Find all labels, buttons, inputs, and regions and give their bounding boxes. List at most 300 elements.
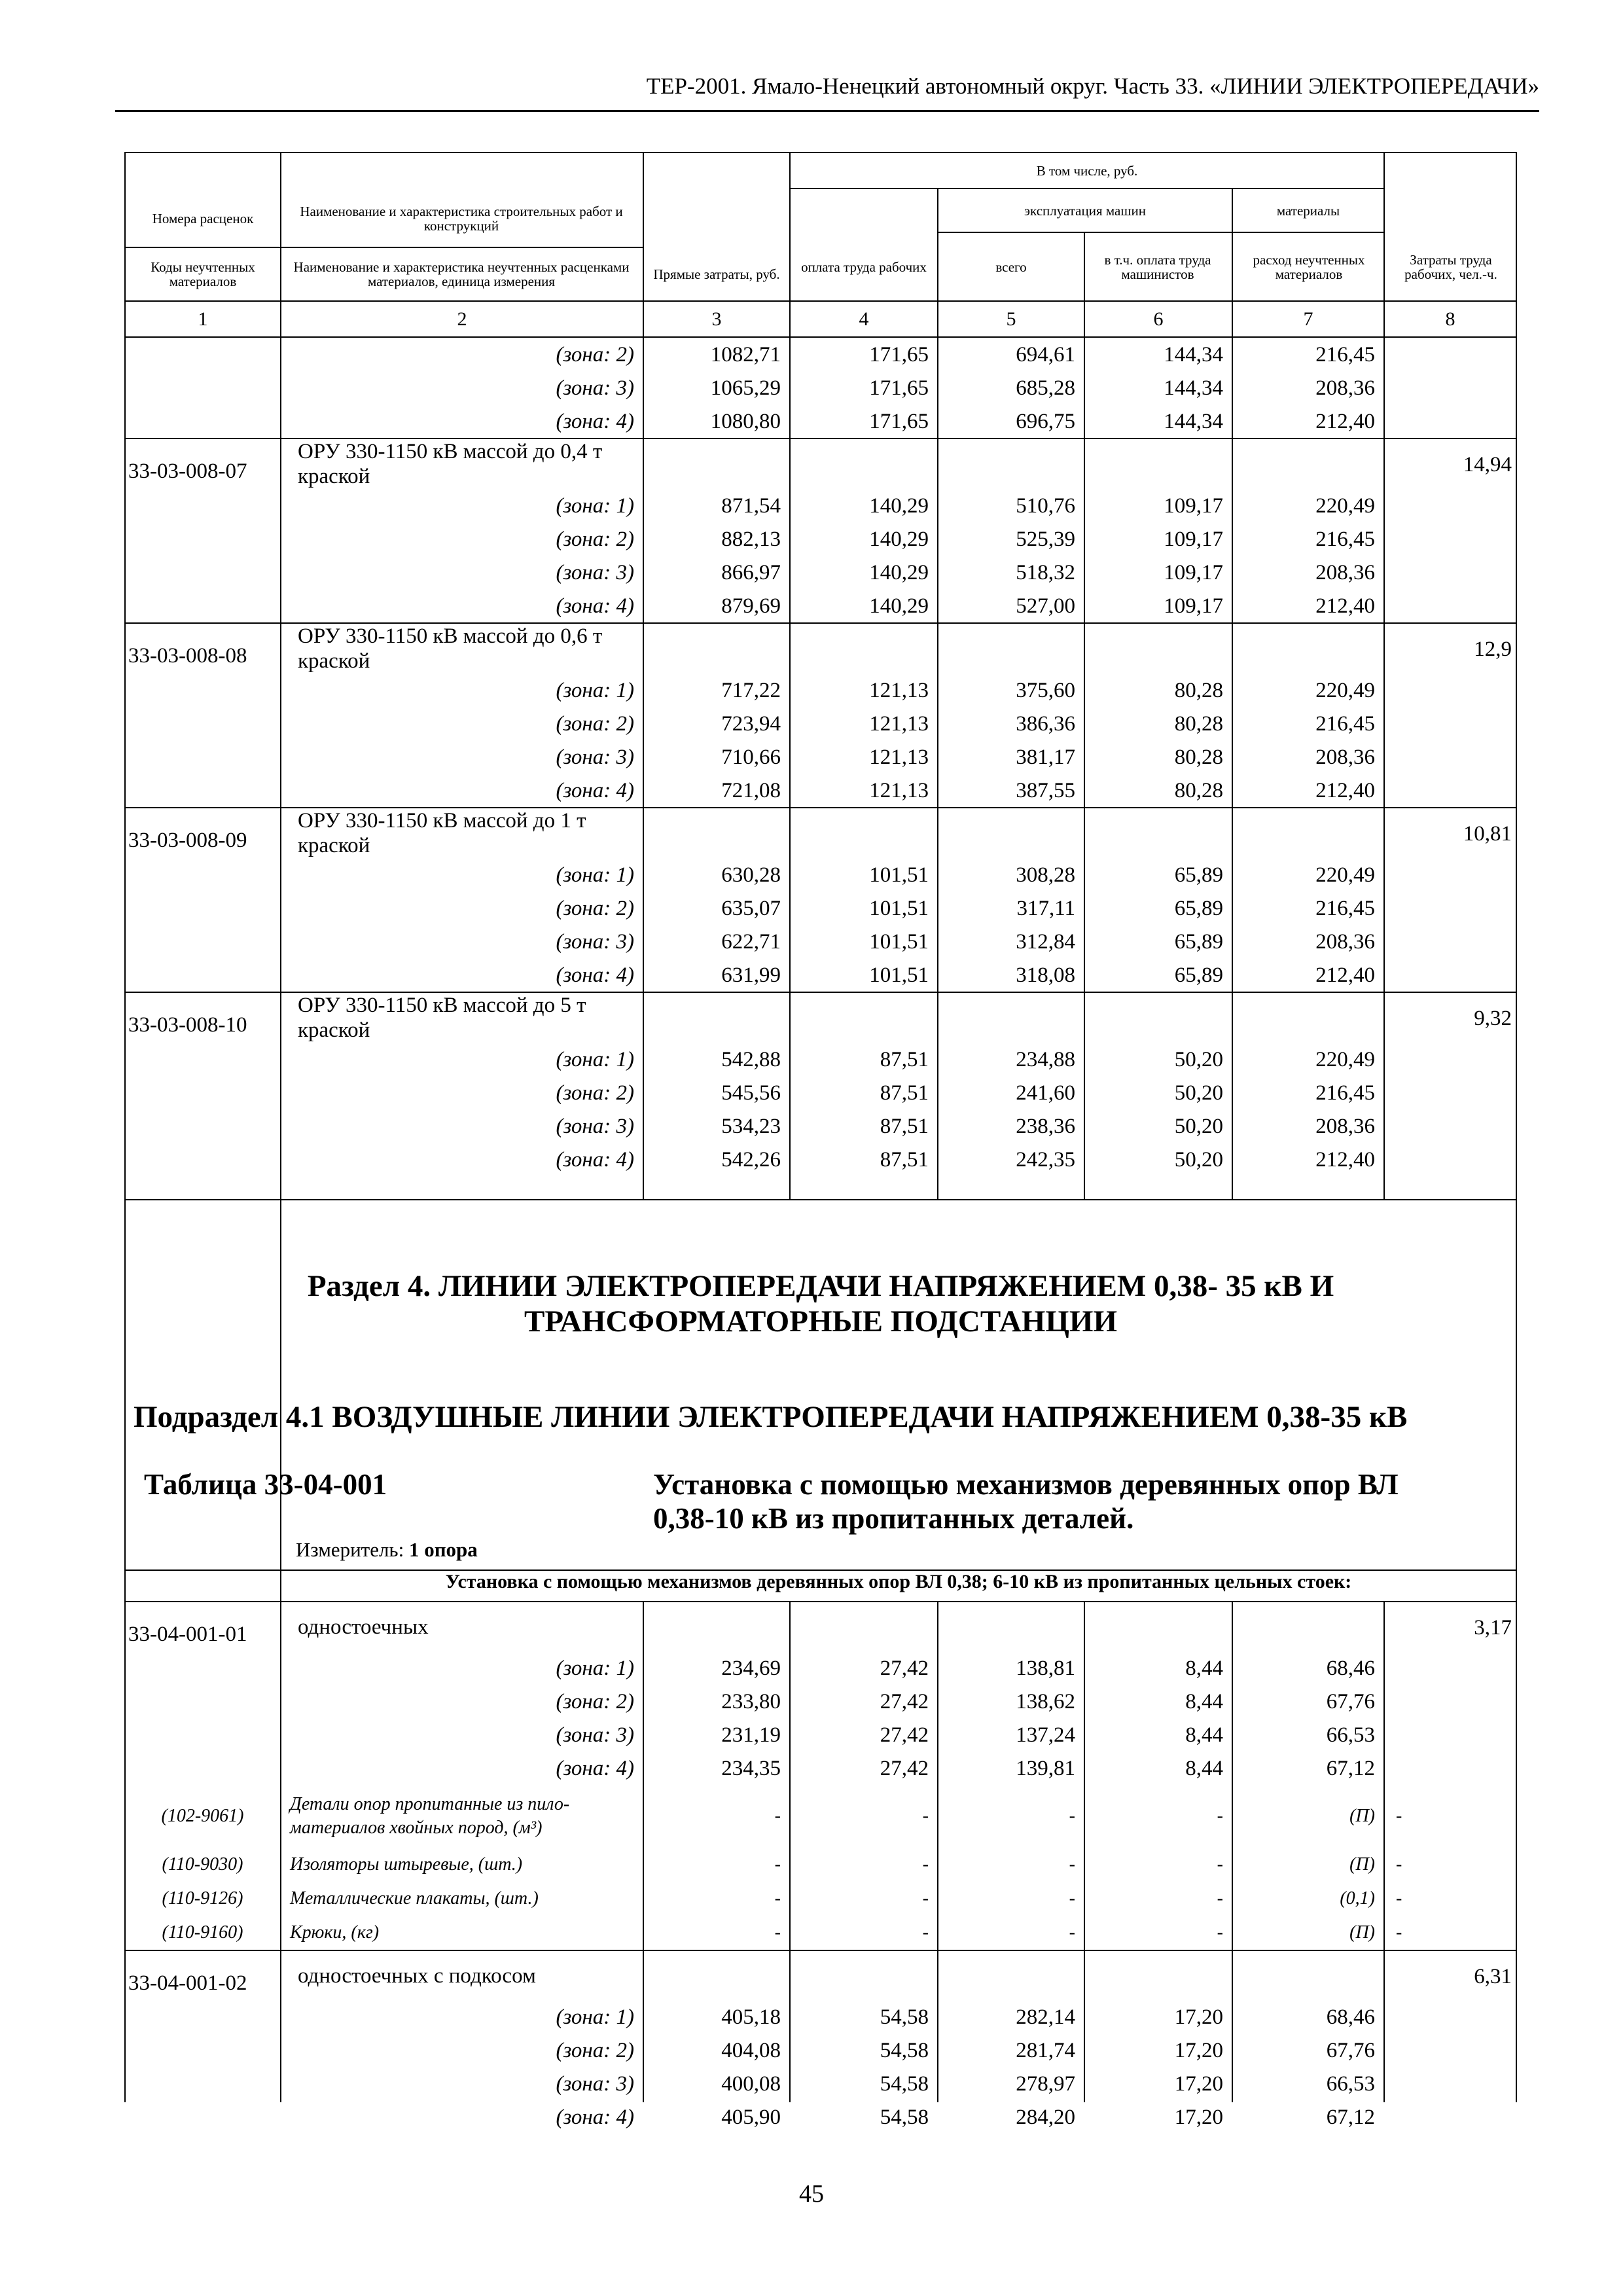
direct-costs: 631,99: [643, 958, 790, 992]
machines-total: -: [1069, 1888, 1075, 1909]
zone-row: [124, 1043, 1517, 1076]
machines-total: [938, 992, 1084, 1043]
item-row: [124, 992, 1517, 1043]
rate-name: Металлические плакаты, (шт.): [290, 1888, 539, 1909]
labor-pay: [790, 623, 938, 673]
labor-pay: 54,58: [880, 2072, 929, 2096]
machinist-pay: 109,17: [1164, 527, 1223, 551]
labor-hours: [1384, 1043, 1517, 1076]
machinist-pay: 17,20: [1174, 2072, 1223, 2096]
upper-rows: [124, 338, 1517, 1176]
materials: 216,45: [1315, 1081, 1375, 1105]
col-number: 7: [1303, 308, 1313, 330]
labor-pay: 87,51: [880, 1081, 929, 1105]
lower-rows-table: [124, 1602, 1517, 2134]
rate-code: [124, 1143, 281, 1176]
rate-code: (102-9061): [161, 1806, 244, 1826]
rate-name: одностоечных: [298, 1615, 429, 1639]
rate-name: (зона: 2): [556, 2038, 634, 2062]
lower-rows: [124, 1602, 1517, 2134]
machines-total: 317,11: [1016, 896, 1075, 920]
rate-code: [124, 2034, 281, 2067]
rate-code: (110-9030): [162, 1854, 243, 1874]
labor-hours: [1384, 589, 1517, 623]
machines-total: [938, 1950, 1084, 2000]
labor-hours: [1384, 556, 1517, 589]
direct-costs: 721,08: [643, 774, 790, 808]
col-header-direct-costs: Прямые затраты, руб.: [653, 266, 780, 282]
zone-row: [124, 925, 1517, 958]
price-table: [124, 152, 1517, 2129]
machines-total: 696,75: [938, 404, 1084, 439]
col-header-machines: эксплуатация машин: [1024, 202, 1146, 219]
machines-total: 234,88: [1016, 1047, 1075, 1071]
labor-pay: 140,29: [869, 493, 929, 518]
machinist-pay: [1084, 992, 1232, 1043]
machinist-pay: [1084, 808, 1232, 858]
zone-row: [124, 673, 1517, 707]
machinist-pay: 50,20: [1174, 1047, 1223, 1071]
labor-pay: 54,58: [880, 2105, 929, 2129]
machines-total: 308,28: [1016, 863, 1075, 887]
labor-hours: [1384, 371, 1517, 404]
machines-total: 242,35: [1016, 1147, 1075, 1172]
direct-costs: -: [643, 1916, 790, 1950]
zone-row: [124, 489, 1517, 522]
materials: 220,49: [1315, 863, 1375, 887]
rate-code: [124, 925, 281, 958]
direct-costs: [643, 623, 790, 673]
material-row: [124, 1882, 1517, 1916]
labor-pay: [790, 808, 938, 858]
zone-row: [124, 404, 1517, 439]
rate-code: [124, 1651, 281, 1685]
machinist-pay: 144,34: [1164, 342, 1223, 367]
rate-code: [124, 589, 281, 623]
rate-name: (зона: 2): [556, 1081, 634, 1105]
labor-hours: -: [1396, 1806, 1402, 1826]
item-row: [124, 439, 1517, 489]
col-number: 5: [1006, 308, 1016, 330]
rate-name: (зона: 1): [556, 493, 634, 518]
labor-hours: 10,81: [1463, 822, 1512, 846]
machinist-pay: [1084, 1950, 1232, 2000]
zone-row: [124, 556, 1517, 589]
material-row: [124, 1916, 1517, 1950]
materials: 212,40: [1232, 404, 1384, 439]
materials: 216,45: [1315, 896, 1375, 920]
labor-hours: [1384, 891, 1517, 925]
rate-code: [124, 371, 281, 404]
labor-pay: 101,51: [869, 929, 929, 954]
rate-name: ОРУ 330-1150 кВ массой до 1 т краской: [298, 809, 586, 857]
labor-pay: [790, 439, 938, 489]
machines-total: 281,74: [1016, 2038, 1075, 2062]
col-header-group: В том числе, руб.: [1036, 162, 1138, 179]
machines-total: 510,76: [1016, 493, 1075, 518]
machinist-pay: 109,17: [1164, 560, 1223, 584]
rate-code: (110-9126): [162, 1888, 243, 1909]
col-number: 1: [198, 308, 208, 330]
machinist-pay: 109,17: [1164, 493, 1223, 518]
rate-name: (зона: 3): [556, 2072, 634, 2096]
rate-name: (зона: 1): [556, 1047, 634, 1071]
materials: (П): [1349, 1854, 1375, 1874]
column-numbers: [124, 302, 1517, 336]
rate-name: ОРУ 330-1150 кВ массой до 5 т краской: [298, 994, 586, 1042]
upper-rows-table: [124, 338, 1517, 1176]
col-header-materials: материалы: [1276, 202, 1340, 219]
labor-hours: [1384, 1076, 1517, 1109]
materials: 212,40: [1232, 958, 1384, 992]
machinist-pay: 50,20: [1174, 1147, 1223, 1172]
col-header-codes-materials: Коды неучтенных материалов: [151, 259, 255, 289]
zone-row: [124, 1718, 1517, 1751]
machines-total: [938, 808, 1084, 858]
direct-costs: [643, 808, 790, 858]
col-number: 2: [457, 308, 467, 330]
rate-code: [124, 2000, 281, 2034]
machines-total: 685,28: [1016, 376, 1075, 400]
header-text: ТЕР-2001. Ямало-Ненецкий автономный округ. Часть 33. «ЛИНИИ ЭЛЕКТРОПЕРЕДАЧИ»: [646, 73, 1539, 99]
machines-total: 241,60: [1016, 1081, 1075, 1105]
direct-costs: 400,08: [721, 2072, 781, 2096]
labor-hours: [1384, 673, 1517, 707]
machines-total: [938, 439, 1084, 489]
rate-name: (зона: 1): [556, 863, 634, 887]
labor-pay: 27,42: [880, 1756, 929, 1780]
materials: (0,1): [1340, 1888, 1375, 1909]
machines-total: 387,55: [938, 774, 1084, 808]
direct-costs: 710,66: [721, 745, 781, 769]
col-header-machinist-pay: в т.ч. оплата труда машинистов: [1104, 251, 1211, 282]
rate-name: (зона: 1): [556, 678, 634, 702]
machinist-pay: 144,34: [1084, 404, 1232, 439]
subsection-title: Подраздел 4.1 ВОЗДУШНЫЕ ЛИНИИ ЭЛЕКТРОПЕРЕДАЧИ НАПРЯЖЕНИЕМ 0,38-35 кВ: [134, 1400, 1408, 1434]
zone-row: [124, 589, 1517, 623]
materials: 220,49: [1315, 678, 1375, 702]
materials: 208,36: [1315, 560, 1375, 584]
labor-hours: [1384, 858, 1517, 891]
direct-costs: [643, 1950, 790, 2000]
measure-label: Измеритель:: [296, 1538, 404, 1561]
machines-total: 386,36: [1016, 711, 1075, 736]
direct-costs: -: [774, 1854, 781, 1874]
rate-name: (зона: 2): [556, 527, 634, 551]
machines-total: -: [1069, 1854, 1075, 1874]
labor-hours: 3,17: [1474, 1616, 1512, 1640]
labor-pay: -: [922, 1854, 929, 1874]
labor-pay: 140,29: [869, 527, 929, 551]
labor-hours: [1384, 2000, 1517, 2034]
labor-pay: 101,51: [869, 863, 929, 887]
labor-hours: -: [1396, 1888, 1402, 1909]
labor-hours: [1384, 2034, 1517, 2067]
materials: [1232, 623, 1384, 673]
rate-code: (110-9160): [124, 1916, 281, 1950]
rate-name: одностоечных с подкосом: [298, 1964, 536, 1988]
materials: 216,45: [1315, 711, 1375, 736]
labor-hours: [1384, 774, 1517, 808]
rate-code: [124, 1751, 281, 1785]
labor-pay: 27,42: [880, 1689, 929, 1713]
machines-total: 284,20: [1016, 2105, 1075, 2129]
rate-name: (зона: 2): [556, 711, 634, 736]
materials: [1232, 439, 1384, 489]
rate-code: [124, 774, 281, 808]
item-row: [124, 808, 1517, 858]
direct-costs: 542,88: [721, 1047, 781, 1071]
machines-total: 137,24: [1016, 1723, 1075, 1747]
rate-name: ОРУ 330-1150 кВ массой до 0,6 т краской: [298, 624, 603, 673]
col-header-codes: Номера расценок: [152, 211, 254, 226]
labor-pay: 121,13: [790, 774, 938, 808]
rate-name: (зона: 2): [556, 896, 634, 920]
labor-hours: [1384, 1751, 1517, 1785]
labor-pay: 171,65: [869, 342, 929, 367]
direct-costs: 1082,71: [710, 342, 781, 367]
running-header: [115, 71, 1539, 112]
labor-pay: -: [790, 1916, 938, 1950]
rate-code: [124, 404, 281, 439]
zone-row: [124, 1751, 1517, 1785]
direct-costs: 233,80: [721, 1689, 781, 1713]
rate-name: (зона: 4): [556, 1147, 634, 1172]
rate-code: 33-04-001-01: [128, 1623, 247, 1646]
rate-code: [124, 1043, 281, 1076]
machinist-pay: 65,89: [1174, 929, 1223, 954]
direct-costs: -: [774, 1888, 781, 1909]
direct-costs: 630,28: [721, 863, 781, 887]
section-title: Раздел 4. ЛИНИИ ЭЛЕКТРОПЕРЕДАЧИ НАПРЯЖЕНИЕМ 0,38- 35 кВ И ТРАНСФОРМАТОРНЫЕ ПОДСТАНЦИИ: [307, 1269, 1334, 1338]
machines-total: 694,61: [1016, 342, 1075, 367]
section-top-border: [124, 1199, 1517, 1200]
rate-code: [124, 740, 281, 774]
col-header-material-consumption: расход неучтенных материалов: [1253, 251, 1365, 282]
labor-hours: [1384, 925, 1517, 958]
materials: 212,40: [1315, 1147, 1375, 1172]
direct-costs: 635,07: [721, 896, 781, 920]
rate-code: [124, 1685, 281, 1718]
materials: 220,49: [1315, 493, 1375, 518]
machines-total: -: [938, 1916, 1084, 1950]
materials: 67,76: [1326, 1689, 1375, 1713]
machines-total: 282,14: [1016, 2005, 1075, 2029]
measure-line: [296, 1538, 478, 1562]
machines-total: [938, 623, 1084, 673]
machines-total: 518,32: [1016, 560, 1075, 584]
rate-code: [124, 673, 281, 707]
item-row: [124, 1950, 1517, 2000]
materials: 208,36: [1315, 929, 1375, 954]
labor-hours: [1384, 522, 1517, 556]
labor-pay: 140,29: [790, 589, 938, 623]
rate-name: Детали опор пропитанные из пило-материалов хвойных пород, (м³): [290, 1794, 570, 1838]
labor-pay: 171,65: [869, 376, 929, 400]
labor-pay: 87,51: [880, 1114, 929, 1138]
materials: 212,40: [1232, 589, 1384, 623]
labor-pay: 27,42: [880, 1723, 929, 1747]
labor-pay: 121,13: [869, 678, 929, 702]
machines-total: 525,39: [1016, 527, 1075, 551]
machinist-pay: [1084, 439, 1232, 489]
group-title: Установка с помощью механизмов деревянных опор ВЛ 0,38; 6-10 кВ из пропитанных цельных стоек:: [445, 1571, 1352, 1592]
labor-pay: [790, 1602, 938, 1651]
rate-code: 33-03-008-07: [128, 459, 247, 483]
machinist-pay: 144,34: [1164, 376, 1223, 400]
rate-name: (зона: 4): [281, 958, 643, 992]
direct-costs: [643, 992, 790, 1043]
materials: 68,46: [1326, 2005, 1375, 2029]
rate-code: [124, 2067, 281, 2100]
col-header-name: Наименование и характеристика строительных работ и конструкций: [300, 204, 623, 234]
rate-name: (зона: 4): [556, 1756, 634, 1780]
material-row: [124, 1848, 1517, 1882]
machinist-pay: 80,28: [1084, 774, 1232, 808]
rate-name: (зона: 4): [281, 589, 643, 623]
labor-hours: [1384, 1651, 1517, 1685]
rate-code: [124, 858, 281, 891]
labor-pay: 140,29: [869, 560, 929, 584]
machinist-pay: 109,17: [1084, 589, 1232, 623]
labor-pay: 87,51: [880, 1147, 929, 1172]
col-number: 4: [859, 308, 869, 330]
labor-pay: -: [922, 1806, 929, 1826]
direct-costs: 545,56: [721, 1081, 781, 1105]
rate-name: (зона: 3): [556, 560, 634, 584]
machinist-pay: -: [1084, 1916, 1232, 1950]
labor-pay: [790, 992, 938, 1043]
labor-pay: 101,51: [790, 958, 938, 992]
zone-row: [124, 1685, 1517, 1718]
direct-costs: 717,22: [721, 678, 781, 702]
labor-hours: [1384, 1143, 1517, 1176]
labor-pay: 87,51: [880, 1047, 929, 1071]
materials: [1232, 1602, 1384, 1651]
rate-name: (зона: 3): [556, 1723, 634, 1747]
direct-costs: 405,18: [721, 2005, 781, 2029]
rate-name: (зона: 4): [556, 2105, 634, 2129]
col-number: 3: [711, 308, 722, 330]
machines-total: 138,81: [1016, 1656, 1075, 1680]
labor-hours: 6,31: [1474, 1965, 1512, 1988]
zone-row: [124, 1109, 1517, 1143]
labor-pay: 121,13: [869, 711, 929, 736]
labor-pay: 54,58: [880, 2005, 929, 2029]
machinist-pay: -: [1217, 1806, 1223, 1826]
labor-hours: 9,32: [1474, 1007, 1512, 1030]
labor-pay: -: [922, 1888, 929, 1909]
machinist-pay: 50,20: [1174, 1081, 1223, 1105]
direct-costs: 723,94: [721, 711, 781, 736]
direct-costs: 871,54: [721, 493, 781, 518]
col-header-labor-hours: Затраты труда рабочих, чел.-ч.: [1404, 251, 1497, 282]
direct-costs: 234,69: [721, 1656, 781, 1680]
rate-name: Изоляторы штыревые, (шт.): [290, 1854, 523, 1874]
machines-total: 381,17: [1016, 745, 1075, 769]
labor-pay: 121,13: [869, 745, 929, 769]
zone-row: [124, 1143, 1517, 1176]
machines-total: 278,97: [1016, 2072, 1075, 2096]
zone-row: [124, 707, 1517, 740]
labor-hours: -: [1396, 1854, 1402, 1874]
labor-hours: [1384, 1685, 1517, 1718]
materials: 208,36: [1315, 376, 1375, 400]
machinist-pay: 80,28: [1174, 745, 1223, 769]
zone-row: [124, 338, 1517, 371]
rate-code: [124, 489, 281, 522]
labor-hours: [1384, 1718, 1517, 1751]
materials: (П): [1232, 1916, 1384, 1950]
zone-row: [124, 958, 1517, 992]
machinist-pay: 8,44: [1185, 1656, 1223, 1680]
labor-hours: [1384, 958, 1517, 992]
rate-name: (зона: 3): [556, 929, 634, 954]
direct-costs: 534,23: [721, 1114, 781, 1138]
machines-total: 527,00: [938, 589, 1084, 623]
measure-value: 1 опора: [408, 1538, 478, 1561]
rate-name: (зона: 3): [556, 745, 634, 769]
rate-name: (зона: 4): [281, 774, 643, 808]
labor-hours: 12,9: [1474, 637, 1512, 661]
rate-code: 33-03-008-10: [128, 1013, 247, 1037]
machinist-pay: 8,44: [1185, 1756, 1223, 1780]
labor-hours: [1384, 740, 1517, 774]
rate-name: (зона: 2): [556, 342, 634, 367]
zone-row: [124, 740, 1517, 774]
zone-row: [124, 2100, 1517, 2134]
zone-row: [124, 2000, 1517, 2034]
rate-code: [124, 958, 281, 992]
machines-total: 139,81: [1016, 1756, 1075, 1780]
direct-costs: 622,71: [721, 929, 781, 954]
machinist-pay: 80,28: [1174, 678, 1223, 702]
zone-row: [124, 371, 1517, 404]
rate-code: 33-03-008-09: [128, 829, 247, 852]
direct-costs: [643, 439, 790, 489]
rate-code: [124, 1109, 281, 1143]
machinist-pay: 17,20: [1174, 2105, 1223, 2129]
zone-row: [124, 2034, 1517, 2067]
direct-costs: 866,97: [721, 560, 781, 584]
labor-pay: 101,51: [869, 896, 929, 920]
materials: 208,36: [1315, 1114, 1375, 1138]
direct-costs: 404,08: [721, 2038, 781, 2062]
rate-code: [124, 1076, 281, 1109]
col-header-labor-pay: оплата труда рабочих: [801, 259, 927, 275]
zone-row: [124, 1651, 1517, 1685]
rate-code: [124, 2100, 281, 2134]
materials: 208,36: [1315, 745, 1375, 769]
machinist-pay: 65,89: [1174, 863, 1223, 887]
zone-row: [124, 891, 1517, 925]
machines-total: -: [1069, 1806, 1075, 1826]
direct-costs: 231,19: [721, 1723, 781, 1747]
machinist-pay: [1084, 1602, 1232, 1651]
direct-costs: [643, 1602, 790, 1651]
machines-total: [938, 1602, 1084, 1651]
machinist-pay: 50,20: [1174, 1114, 1223, 1138]
labor-hours: [1384, 707, 1517, 740]
direct-costs: 1065,29: [710, 376, 781, 400]
materials: 67,12: [1326, 1756, 1375, 1780]
labor-hours: 14,94: [1463, 453, 1512, 476]
rate-name: ОРУ 330-1150 кВ массой до 0,4 т краской: [298, 440, 603, 488]
rate-code: [124, 522, 281, 556]
machinist-pay: 65,89: [1174, 896, 1223, 920]
labor-hours: [1384, 404, 1517, 439]
machinist-pay: 80,28: [1174, 711, 1223, 736]
